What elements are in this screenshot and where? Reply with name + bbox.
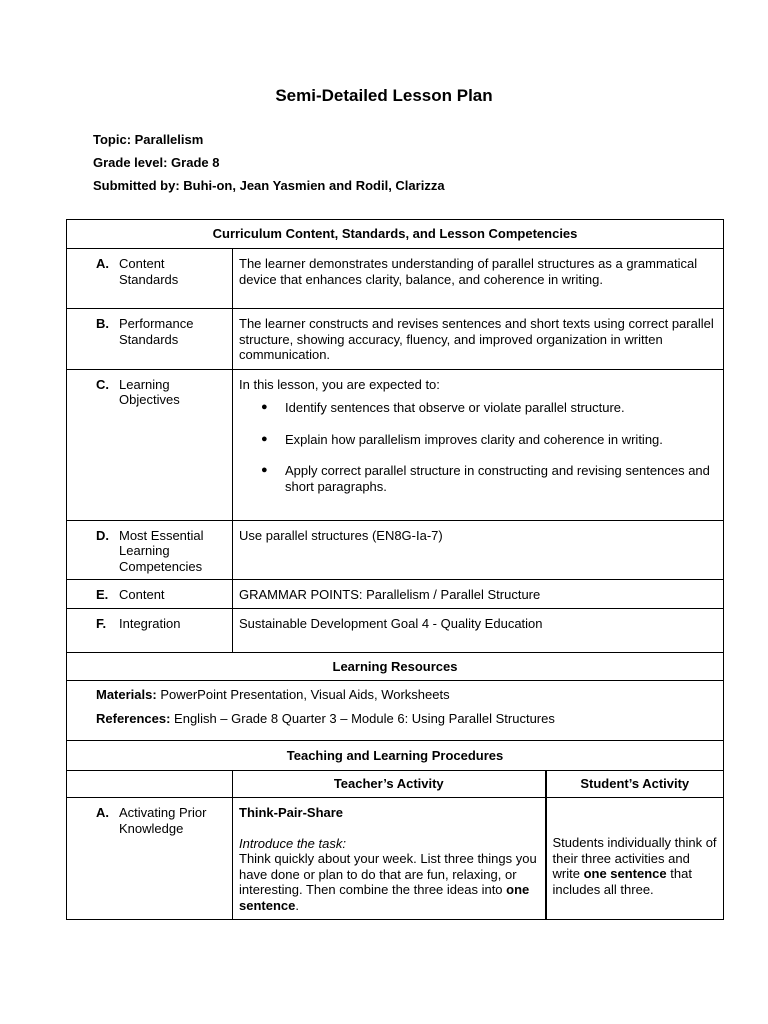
submitted-value: Buhi-on, Jean Yasmien and Rodil, Clarizza	[183, 178, 445, 193]
student-end: that includes all three.	[552, 866, 692, 897]
student-bold: one sentence	[583, 866, 667, 881]
row-label-text: Content	[119, 586, 165, 602]
activity-text: Think quickly about your week. List three things you have done or plan to do that are fun, relaxing, or interesting. Then combine the three ideas into	[239, 851, 537, 897]
grade-line	[93, 155, 219, 170]
page-title: Semi-Detailed Lesson Plan	[275, 86, 493, 105]
teacher-activity-cell	[233, 798, 546, 920]
row-label	[67, 249, 233, 309]
row-label	[67, 798, 233, 920]
teacher-column-header: Teacher’s Activity	[233, 771, 546, 798]
submitted-label: Submitted by:	[93, 178, 184, 193]
student-text: Students individually think of their three activities and write	[552, 835, 717, 881]
melc-value: Use parallel structures (EN8G-Ia-7)	[233, 520, 724, 579]
materials-value: PowerPoint Presentation, Visual Aids, Worksheets	[156, 687, 450, 702]
row-label	[67, 369, 233, 520]
row-label-text: Integration	[119, 616, 181, 631]
objectives-intro: In this lesson, you are expected to:	[239, 376, 440, 392]
lesson-plan-table	[66, 219, 724, 920]
topic-line	[93, 132, 203, 147]
row-letter: B.	[96, 316, 109, 331]
grade-label: Grade level:	[93, 155, 172, 170]
submitted-line	[93, 178, 445, 193]
row-letter: C.	[96, 376, 109, 392]
grade-value: Grade 8	[171, 155, 220, 170]
row-label	[67, 520, 233, 579]
learning-objectives-value	[233, 369, 724, 520]
row-label	[67, 579, 233, 609]
row-label-text: Content Standards	[119, 256, 179, 287]
student-activity-cell	[546, 798, 724, 920]
row-label-text: Activating Prior Knowledge	[119, 805, 207, 836]
materials-line	[96, 687, 717, 703]
row-letter: A.	[96, 256, 109, 271]
row-label	[67, 609, 233, 653]
resources-cell	[67, 681, 724, 741]
content-value: GRAMMAR POINTS: Parallelism / Parallel Structure	[233, 579, 724, 609]
activity-end: .	[295, 897, 299, 913]
topic-label: Topic:	[93, 132, 135, 147]
empty-header-cell	[67, 771, 233, 798]
references-label: References:	[96, 710, 171, 726]
list-item: ● Explain how parallelism improves clarity and coherence in writing.	[239, 432, 717, 448]
topic-value: Parallelism	[134, 132, 204, 147]
row-label-text: Performance Standards	[119, 316, 194, 347]
row-letter: D.	[96, 527, 109, 543]
integration-value: Sustainable Development Goal 4 - Quality Education	[233, 609, 724, 653]
list-item: ● Identify sentences that observe or violate parallel structure.	[239, 400, 717, 416]
objectives-list	[239, 400, 717, 494]
row-letter: A.	[96, 805, 109, 820]
content-standards-value: The learner demonstrates understanding of parallel structures as a grammatical device that enhances clarity, balance, and coherence in writing.	[233, 249, 724, 309]
references-value: English – Grade 8 Quarter 3 – Module 6: Using Parallel Structures	[170, 710, 555, 726]
performance-standards-value: The learner constructs and revises sentences and short texts using correct parallel structure, showing accuracy, fluency, and improved organization in written communication.	[233, 309, 724, 370]
row-letter: F.	[96, 616, 107, 631]
row-letter: E.	[96, 586, 109, 602]
student-column-header: Student’s Activity	[546, 771, 724, 798]
activity-instructions	[239, 851, 539, 913]
activity-intro: Introduce the task:	[239, 835, 346, 851]
materials-label: Materials:	[96, 687, 157, 702]
list-item: ● Apply correct parallel structure in constructing and revising sentences and short paragraphs.	[239, 463, 717, 494]
row-label	[67, 309, 233, 370]
activity-title: Think-Pair-Share	[239, 805, 344, 820]
resources-header: Learning Resources	[67, 653, 724, 681]
row-label-text: Most Essential Learning Competencies	[119, 527, 204, 574]
procedures-header: Teaching and Learning Procedures	[67, 741, 724, 771]
references-line	[96, 711, 717, 727]
curriculum-header: Curriculum Content, Standards, and Lesson Competencies	[67, 220, 724, 249]
row-label-text: Learning Objectives	[119, 376, 180, 407]
activity-bold: one sentence	[239, 882, 530, 913]
